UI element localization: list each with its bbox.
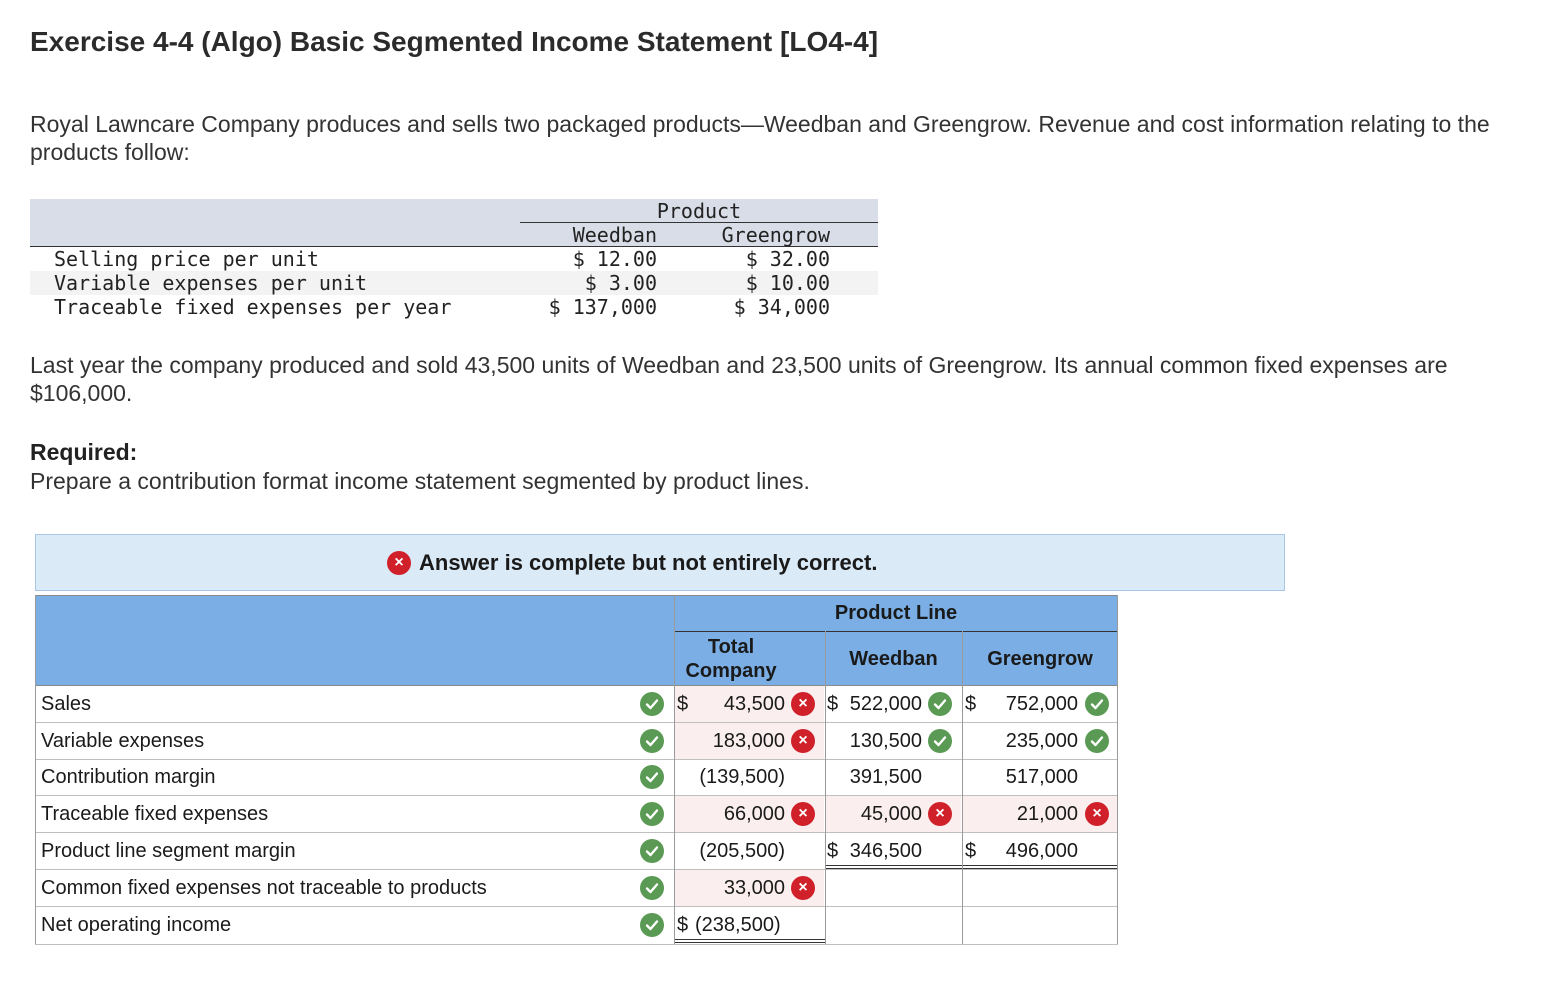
check-icon — [640, 839, 664, 863]
row-divider-net-operating-income — [35, 944, 1118, 945]
total-input-net-operating-income[interactable]: (238,500) — [695, 914, 781, 936]
row-label-product-line-segment-margin: Product line segment margin — [41, 840, 296, 862]
grid-divider-weedban-greengrow — [962, 631, 963, 944]
weedban-dollar-product-line-segment-margin: $ — [827, 840, 839, 862]
total-dollar-net-operating-income: $ — [677, 914, 689, 936]
weedban-traceable-fixed: $ 137,000 — [548, 295, 657, 319]
header-total-line2: Company — [685, 660, 777, 682]
segment-margin-double-underline — [826, 865, 1118, 866]
total-input-variable-expenses[interactable]: 183,000 — [712, 730, 785, 752]
weedban-selling-price: $ 12.00 — [572, 247, 657, 271]
total-input-sales[interactable]: 43,500 — [723, 693, 785, 715]
grid-left-border — [35, 595, 36, 944]
net-income-double-underline-2 — [675, 942, 825, 943]
check-icon — [1085, 692, 1109, 716]
required-label: Required: — [30, 439, 138, 465]
total-input-product-line-segment-margin[interactable]: (205,500) — [699, 840, 785, 862]
header-product-line: Product Line — [834, 602, 958, 624]
weedban-input-traceable-fixed-expenses[interactable]: 45,000 — [860, 803, 922, 825]
row-label-net-operating-income: Net operating income — [41, 914, 232, 936]
row-divider-sales — [35, 722, 1118, 723]
page-title: Exercise 4-4 (Algo) Basic Segmented Income Statement [LO4-4] — [30, 26, 879, 57]
grid-right-border — [1117, 595, 1118, 944]
greengrow-input-variable-expenses[interactable]: 235,000 — [1005, 730, 1078, 752]
x-circle-icon: × — [791, 876, 815, 900]
greengrow-dollar-sales: $ — [965, 693, 977, 715]
x-circle-icon: × — [387, 551, 411, 575]
col-header-weedban: Weedban — [572, 223, 657, 247]
grid-divider-label-values — [674, 595, 675, 944]
product-info-table — [30, 199, 878, 329]
header-weedban: Weedban — [849, 648, 938, 670]
grid-top-border — [35, 595, 1118, 596]
x-circle-icon: × — [1085, 802, 1109, 826]
header-label-area — [35, 595, 674, 685]
header-bottom-border — [35, 685, 1118, 686]
units-paragraph: Last year the company produced and sold 43,500 units of Weedban and 23,500 units of Greengrow. Its annual common fixed expenses are $106,000. — [30, 352, 1448, 406]
check-icon — [640, 729, 664, 753]
product-group-header: Product — [656, 199, 742, 223]
answer-status-banner — [35, 534, 1285, 591]
total-input-traceable-fixed-expenses[interactable]: 66,000 — [723, 803, 785, 825]
row-label-variable-expenses: Variable expenses per unit — [54, 271, 368, 295]
row-divider-product-line-segment-margin — [35, 869, 1118, 870]
row-label-selling-price: Selling price per unit — [54, 247, 319, 271]
greengrow-dollar-product-line-segment-margin: $ — [965, 840, 977, 862]
header-greengrow: Greengrow — [987, 648, 1093, 670]
greengrow-variable-expenses: $ 10.00 — [745, 271, 830, 295]
x-circle-icon: × — [791, 692, 815, 716]
weedban-input-sales[interactable]: 522,000 — [849, 693, 922, 715]
grid-divider-total-weedban — [825, 631, 826, 944]
check-icon — [640, 876, 664, 900]
total-input-contribution-margin[interactable]: (139,500) — [699, 766, 785, 788]
row-label-traceable-fixed-expenses: Traceable fixed expenses — [41, 803, 269, 825]
row-label-traceable-fixed: Traceable fixed expenses per year — [54, 295, 452, 319]
check-icon — [640, 913, 664, 937]
greengrow-selling-price: $ 32.00 — [745, 247, 830, 271]
greengrow-input-traceable-fixed-expenses[interactable]: 21,000 — [1016, 803, 1078, 825]
row-label-variable-expenses: Variable expenses — [41, 730, 205, 752]
total-dollar-sales: $ — [677, 693, 689, 715]
x-circle-icon: × — [791, 729, 815, 753]
x-circle-icon: × — [791, 802, 815, 826]
check-icon — [928, 692, 952, 716]
row-divider-traceable-fixed-expenses — [35, 832, 1118, 833]
header-total-line1: Total — [707, 636, 755, 658]
net-income-double-underline — [675, 939, 825, 940]
row-label-common-fixed-expenses-not-traceable-to-products: Common fixed expenses not traceable to products — [41, 877, 487, 899]
weedban-input-contribution-margin[interactable]: 391,500 — [849, 766, 922, 788]
weedban-input-variable-expenses[interactable]: 130,500 — [849, 730, 922, 752]
check-icon — [640, 692, 664, 716]
segment-margin-double-underline-2 — [826, 868, 1118, 869]
income-statement-grid — [35, 595, 1118, 944]
check-icon — [640, 802, 664, 826]
col-header-greengrow: Greengrow — [721, 223, 830, 247]
answer-status-text: Answer is complete but not entirely correct. — [419, 550, 878, 575]
greengrow-input-product-line-segment-margin[interactable]: 496,000 — [1005, 840, 1078, 862]
weedban-variable-expenses: $ 3.00 — [584, 271, 657, 295]
row-label-contribution-margin: Contribution margin — [41, 766, 216, 788]
x-circle-icon: × — [928, 802, 952, 826]
greengrow-input-contribution-margin[interactable]: 517,000 — [1005, 766, 1078, 788]
product-line-underline — [674, 631, 1118, 632]
row-divider-common-fixed-expenses-not-traceable-to-products — [35, 906, 1118, 907]
row-divider-variable-expenses — [35, 759, 1118, 760]
greengrow-traceable-fixed: $ 34,000 — [733, 295, 830, 319]
check-icon — [1085, 729, 1109, 753]
intro-paragraph: Royal Lawncare Company produces and sells two packaged products—Weedban and Greengrow. Revenue and cost information relating to the products follow: — [30, 111, 1490, 165]
check-icon — [640, 765, 664, 789]
total-input-common-fixed-expenses-not-traceable-to-products[interactable]: 33,000 — [723, 877, 785, 899]
weedban-dollar-sales: $ — [827, 693, 839, 715]
check-icon — [928, 729, 952, 753]
required-text: Prepare a contribution format income statement segmented by product lines. — [30, 468, 810, 494]
row-label-sales: Sales — [41, 693, 92, 715]
greengrow-input-sales[interactable]: 752,000 — [1005, 693, 1078, 715]
weedban-input-product-line-segment-margin[interactable]: 346,500 — [849, 840, 922, 862]
